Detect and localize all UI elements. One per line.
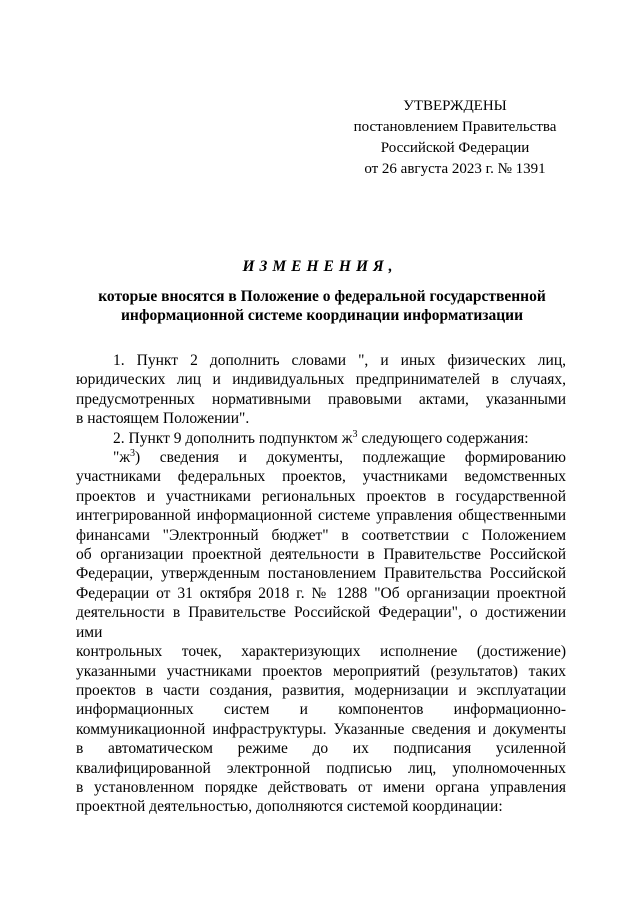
paragraph-line: проектов и участниками региональных проектов в государственной	[76, 487, 566, 505]
paragraph-line: 1. Пункт 2 дополнить словами ", и иных физических лиц,	[113, 352, 566, 369]
paragraph-text: "ж	[113, 449, 131, 467]
paragraph-line: об организации проектной деятельности в Правительстве Российской	[76, 546, 566, 564]
paragraph-text: ) сведения и документы, подлежащие формированию	[135, 449, 566, 467]
paragraph-line: контрольных точек, характеризующих исполнение (достижение)	[76, 643, 566, 661]
paragraph-line: интегрированной информационной системе управления общественными	[76, 507, 566, 525]
paragraph-line: участниками федеральных проектов, участниками ведомственных	[76, 468, 566, 486]
superscript: 3	[130, 447, 136, 459]
approval-line: постановлением Правительства	[353, 119, 557, 135]
paragraph-line: в автоматическом режиме до их подписания усиленной	[76, 740, 566, 758]
paragraph-line: финансами "Электронный бюджет" в соответствии с Положением	[76, 526, 566, 544]
approval-line: Российской Федерации	[380, 140, 530, 156]
superscript: 3	[352, 428, 358, 440]
approval-stamp	[340, 96, 570, 180]
paragraph-text: следующего содержания:	[357, 429, 529, 447]
document-title: ИЗМЕНЕНИЯ,	[242, 258, 398, 275]
approval-heading: УТВЕРЖДЕНЫ	[403, 98, 507, 114]
paragraph-line: квалифицированной электронной подписью лиц, уполномоченных	[76, 759, 566, 777]
paragraph-line: коммуникационной инфраструктуры. Указанные сведения и документы	[76, 720, 566, 738]
paragraph-line: в настоящем Положении".	[76, 410, 250, 428]
paragraph-line	[76, 448, 566, 467]
paragraph-line: юридических лиц и индивидуальных предпринимателей в случаях,	[76, 371, 566, 389]
paragraph-line	[76, 429, 566, 448]
paragraph-line: проектов в части создания, развития, модернизации и эксплуатации	[76, 681, 566, 699]
paragraph-line: предусмотренных нормативными правовыми актами, указанными	[76, 390, 566, 408]
paragraph-line: указанными участниками проектов мероприятий (результатов) таких	[76, 662, 566, 680]
paragraph-line: проектной деятельностью, дополняются системой координации:	[76, 798, 503, 816]
document-subtitle	[96, 287, 548, 325]
paragraph-line: деятельности в Правительстве Российской Федерации", о достижении ими	[76, 604, 566, 641]
paragraph-line: в установленном порядке действовать от имени органа управления	[76, 778, 566, 796]
paragraph-text: 2. Пункт 9 дополнить подпунктом ж	[113, 429, 353, 447]
paragraph-line: Федерации, утвержденным постановлением Правительства Российской	[76, 565, 566, 583]
paragraph-line: Федерации от 31 октября 2018 г. № 1288 "Об организации проектной	[76, 584, 566, 602]
approval-date-line: от 26 августа 2023 г. № 1391	[364, 161, 546, 177]
subtitle-line: информационной системе координации информатизации	[120, 307, 524, 324]
document-body	[76, 351, 566, 817]
paragraph-line: информационных систем и компонентов информационно-	[76, 701, 566, 719]
subtitle-line: которые вносятся в Положение о федеральной государственной	[98, 288, 546, 305]
